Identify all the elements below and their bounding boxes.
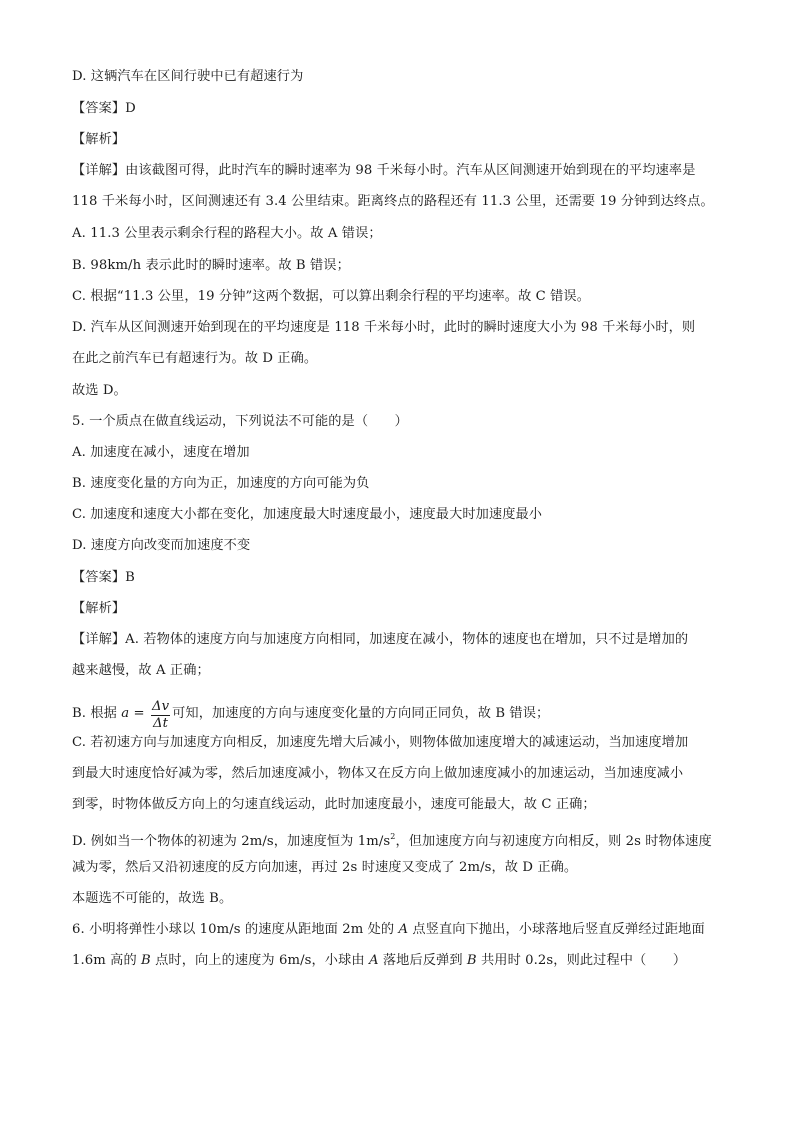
text-span: 点时，向上的速度为 6m/s，小球由 [150, 953, 369, 968]
text-span: 1.6m 高的 [72, 953, 142, 968]
formula-variable: a [121, 706, 130, 721]
conclusion-line: 本题选不可能的，故选 B。 [72, 891, 233, 906]
explanation-line-formula [72, 697, 549, 730]
explanation-line: 到零，时物体做反方向上的匀速直线运动，此时加速度最小，速度可能最大，故 C 正确； [72, 797, 596, 812]
fraction-numerator: Δv [151, 699, 170, 714]
explanation-line: 越来越慢，故 A 正确； [72, 663, 210, 678]
point-label-b: B [466, 953, 477, 968]
point-label-b: B [141, 953, 151, 968]
explanation-line [72, 827, 712, 852]
text-span: 共用时 0.2s，则此过程中（ ） [476, 953, 687, 968]
formula-suffix: 可知，加速度的方向与速度变化量的方向同正同负，故 B 错误； [172, 706, 550, 721]
text-span: ，但加速度方向与初速度方向相反，则 2s 时物体速度 [395, 834, 712, 849]
answer-label: 【答案】B [72, 570, 135, 585]
analysis-label: 【解析】 [72, 132, 126, 147]
explanation-line: B. 98km/h 表示此时的瞬时速率。故 B 错误； [72, 258, 350, 273]
question-5-option-c: C. 加速度和速度大小都在变化，加速度最大时速度最小，速度最大时加速度最小 [72, 507, 543, 522]
explanation-line: 减为零，然后又沿初速度的反方向加速，再过 2s 时速度又变成了 2m/s，故 D 正确。 [72, 860, 578, 875]
explanation-line: 在此之前汽车已有超速行为。故 D 正确。 [72, 351, 318, 366]
question-6-stem [72, 920, 705, 940]
analysis-label: 【解析】 [72, 601, 126, 616]
text-span: 6. 小明将弹性小球以 10m/s 的速度从距地面 2m 处的 [72, 922, 399, 937]
answer-label: 【答案】D [72, 101, 136, 116]
fraction-denominator: Δt [153, 716, 169, 731]
acceleration-fraction [151, 699, 170, 732]
question-5-option-b: B. 速度变化量的方向为正，加速度的方向可能为负 [72, 476, 370, 491]
option-d-line: D. 这辆汽车在区间行驶中已有超速行为 [72, 69, 304, 84]
formula-equals: = [129, 706, 149, 721]
explanation-line: 118 千米每小时，区间测速还有 3.4 公里结束。距离终点的路程还有 11.3 公里，还需要 19 分钟到达终点。 [72, 194, 714, 209]
question-5-stem: 5. 一个质点在做直线运动，下列说法不可能的是（ ） [72, 414, 408, 429]
point-label-a: A [368, 953, 379, 968]
point-label-a: A [398, 922, 409, 937]
explanation-line: C. 根据“11.3 公里，19 分钟”这两个数据，可以算出剩余行程的平均速率。故 C 错误。 [72, 289, 590, 304]
explanation-line: 到最大时速度恰好减为零，然后加速度减小，物体又在反方向上做加速度减小的加速运动，当加速度减小 [72, 766, 684, 781]
text-span: D. 例如当一个物体的初速为 2m/s，加速度恒为 1m/s [72, 834, 391, 849]
explanation-line: 【详解】由该截图可得，此时汽车的瞬时速率为 98 千米每小时。汽车从区间测速开始到现在的平均速率是 [72, 163, 696, 178]
superscript: 2 [390, 832, 396, 841]
explanation-line: D. 汽车从区间测速开始到现在的平均速度是 118 千米每小时，此时的瞬时速度大小为 98 千米每小时，则 [72, 320, 696, 335]
formula-prefix: B. 根据 [72, 706, 117, 721]
explanation-line: A. 11.3 公里表示剩余行程的路程大小。故 A 错误； [72, 226, 382, 241]
text-span: 落地后反弹到 [378, 953, 467, 968]
explanation-line: 【详解】A. 若物体的速度方向与加速度方向相同，加速度在减小，物体的速度也在增加，只不过是增加的 [72, 632, 689, 647]
text-span: 点竖直向下抛出，小球落地后竖直反弹经过距地面 [408, 922, 705, 937]
question-6-stem [72, 951, 686, 971]
explanation-line: C. 若初速方向与加速度方向相反，加速度先增大后减小，则物体做加速度增大的减速运动，当加速度增加 [72, 735, 689, 750]
conclusion-line: 故选 D。 [72, 383, 127, 398]
question-5-option-a: A. 加速度在减小，速度在增加 [72, 445, 250, 460]
question-5-option-d: D. 速度方向改变而加速度不变 [72, 538, 251, 553]
